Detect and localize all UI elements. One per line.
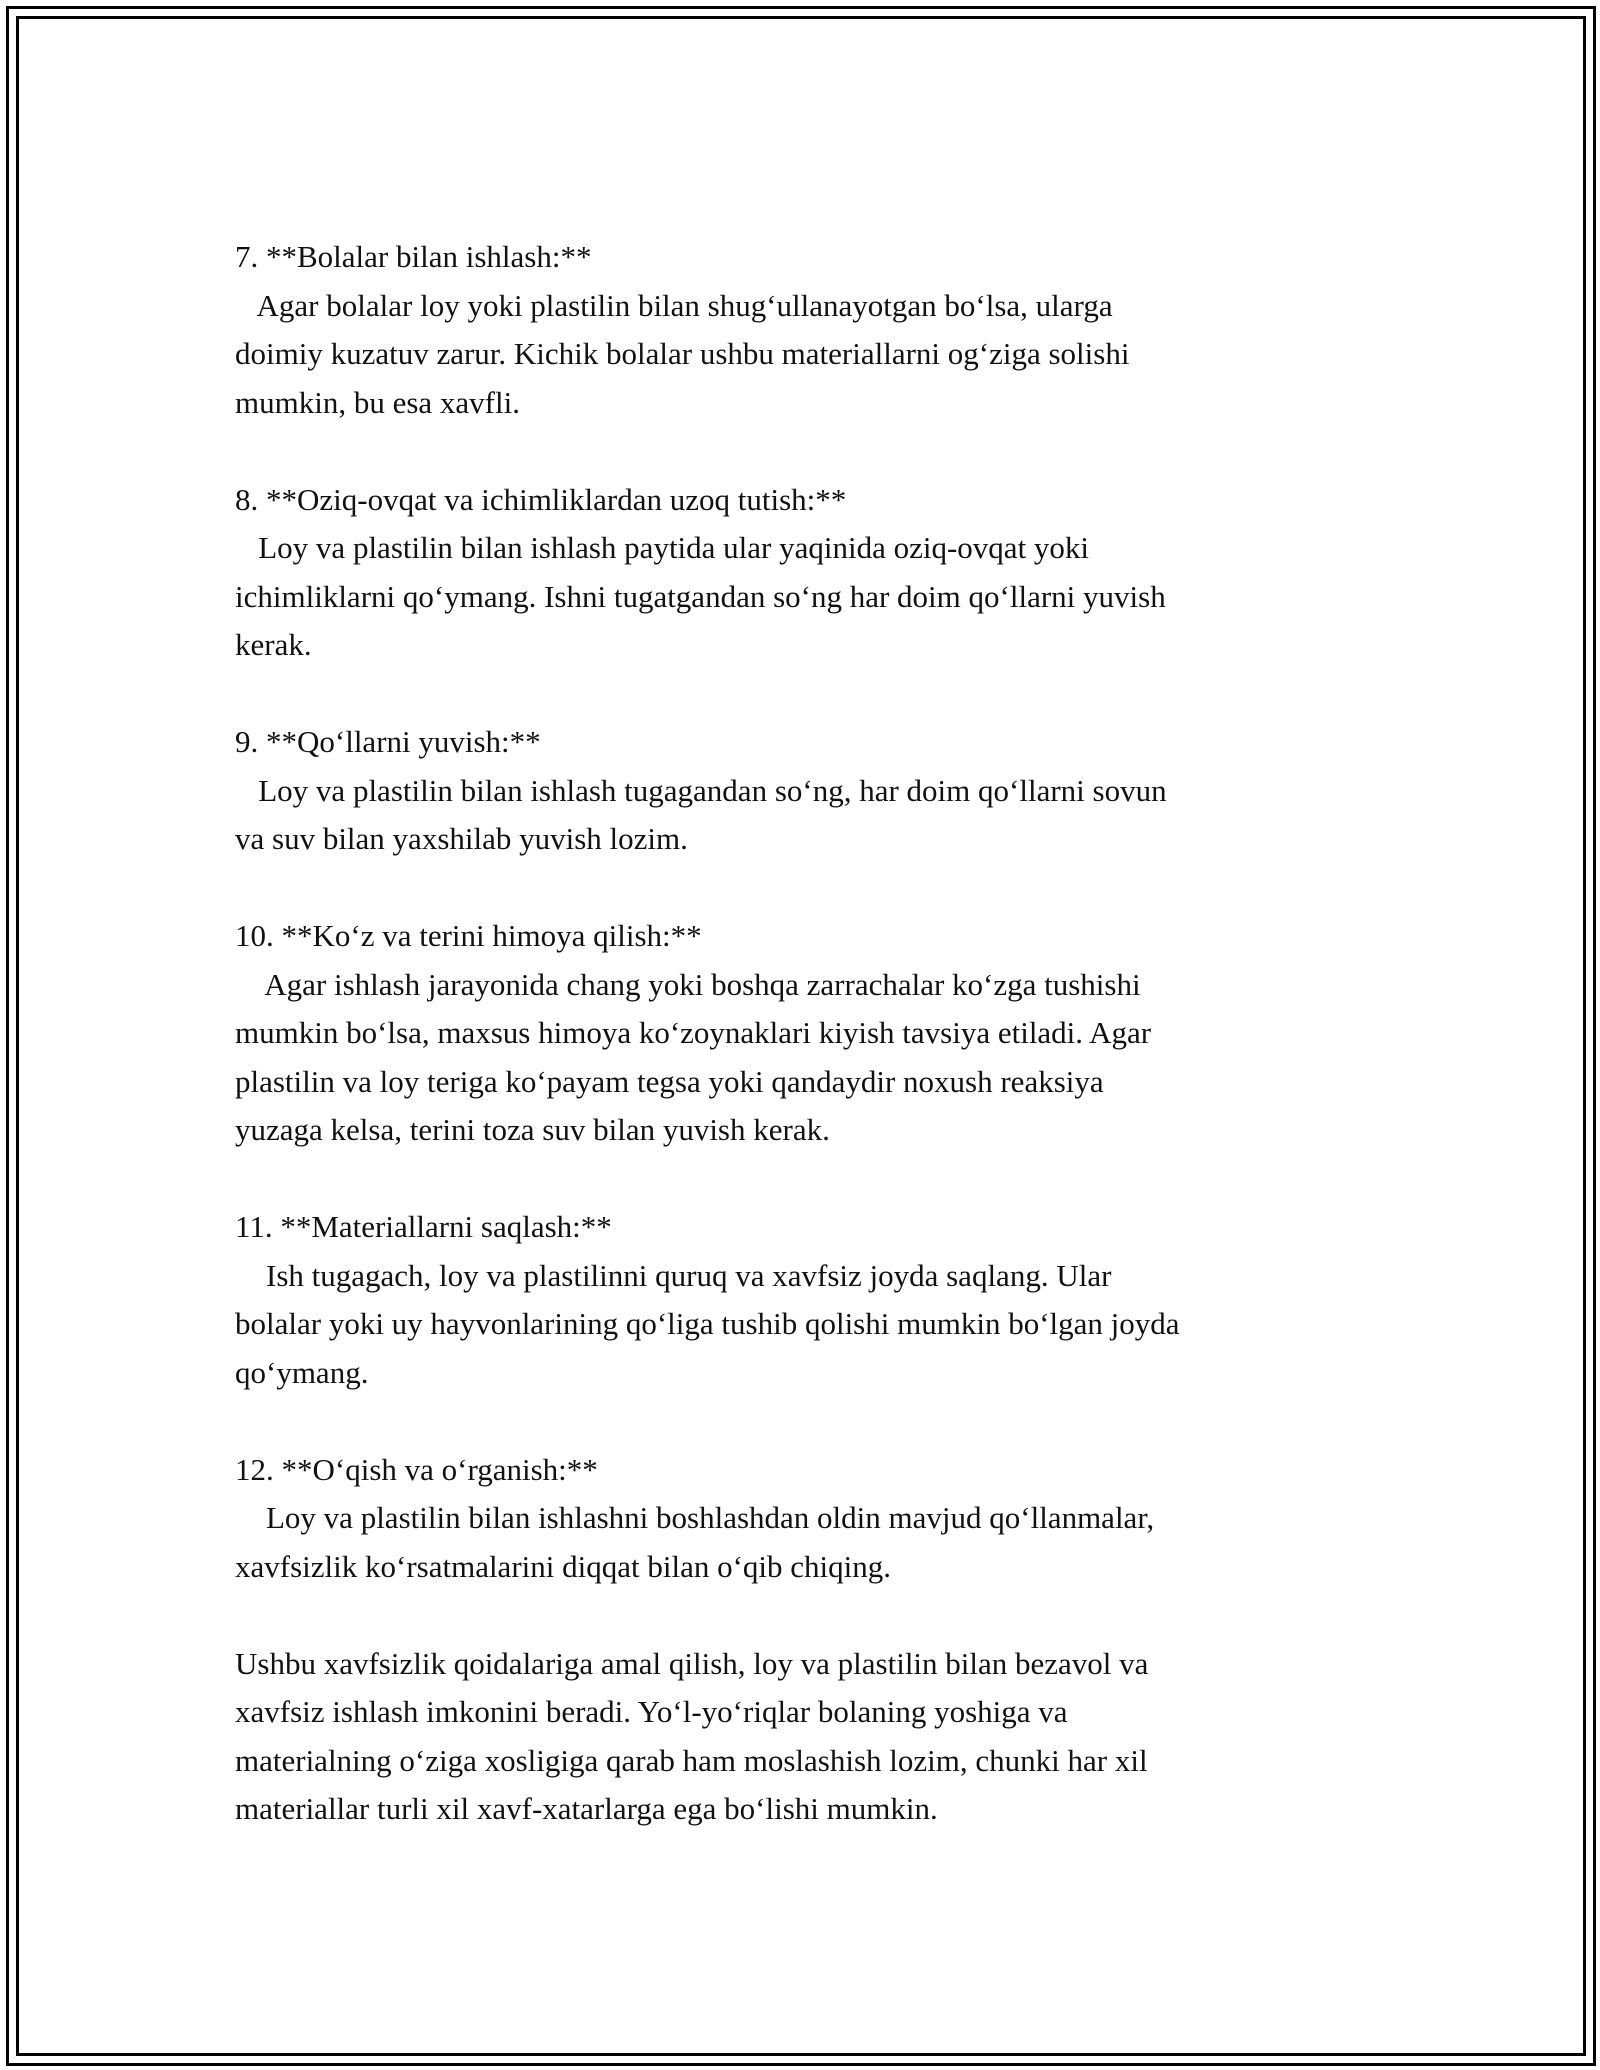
section-text-line: plastilin va loy teriga ko‘payam tegsa yoki qandaydir noxush reaksiya xyxy=(235,1063,1104,1099)
section-text-line: yuzaga kelsa, terini toza suv bilan yuvish kerak. xyxy=(235,1112,830,1147)
section-heading: 10. **Ko‘z va terini himoya qilish:** xyxy=(235,918,702,953)
section-heading: 12. **O‘qish va o‘rganish:** xyxy=(235,1451,598,1487)
conclusion-line: materiallar turli xil xavf-xatarlarga ega bo‘lishi mumkin. xyxy=(235,1791,938,1826)
section-text-line: xavfsizlik ko‘rsatmalarini diqqat bilan o‘qib chiqing. xyxy=(235,1548,892,1584)
section-heading: 11. **Materiallarni saqlash:** xyxy=(235,1209,612,1244)
section-text-line: kerak. xyxy=(235,627,312,662)
section-text-line: Loy va plastilin bilan ishlashni boshlashdan oldin mavjud qo‘llanmalar, xyxy=(235,1500,1155,1535)
section-12 xyxy=(235,1446,1365,1592)
section-8 xyxy=(235,476,1365,670)
section-text-line: bolalar yoki uy hayvonlarining qo‘liga tushib qolishi mumkin bo‘lgan joyda xyxy=(235,1306,1180,1341)
conclusion-line: Ushbu xavfsizlik qoidalariga amal qilish, loy va plastilin bilan bezavol va xyxy=(235,1645,1149,1681)
conclusion-paragraph xyxy=(235,1640,1365,1834)
section-text-line: ichimliklarni qo‘ymang. Ishni tugatgandan so‘ng har doim qo‘llarni yuvish xyxy=(235,578,1166,614)
section-text-line: va suv bilan yaxshilab yuvish lozim. xyxy=(235,821,688,856)
section-text-line: doimiy kuzatuv zarur. Kichik bolalar ushbu materiallarni og‘ziga solishi xyxy=(235,336,1130,371)
section-7 xyxy=(235,233,1365,427)
section-text-line: Loy va plastilin bilan ishlash paytida ular yaqinida oziq-ovqat yoki xyxy=(235,530,1090,565)
section-text-line: Ish tugagach, loy va plastilinni quruq va xavfsiz joyda saqlang. Ular xyxy=(235,1257,1112,1293)
section-text-line: Loy va plastilin bilan ishlash tugagandan so‘ng, har doim qo‘llarni sovun xyxy=(235,772,1167,808)
conclusion-line: materialning o‘ziga xosligiga qarab ham moslashish lozim, chunki har xil xyxy=(235,1742,1148,1778)
section-11 xyxy=(235,1203,1365,1397)
document-body xyxy=(235,233,1365,1882)
section-heading: 8. **Oziq-ovqat va ichimliklardan uzoq tutish:** xyxy=(235,481,847,517)
section-text-line: mumkin bo‘lsa, maxsus himoya ko‘zoynaklari kiyish tavsiya etiladi. Agar xyxy=(235,1015,1152,1050)
section-text-line: mumkin, bu esa xavfli. xyxy=(235,384,520,420)
section-9 xyxy=(235,718,1365,864)
section-heading: 9. **Qo‘llarni yuvish:** xyxy=(235,724,541,759)
section-heading: 7. **Bolalar bilan ishlash:** xyxy=(235,239,592,274)
section-text-line: Agar ishlash jarayonida chang yoki boshqa zarrachalar ko‘zga tushishi xyxy=(235,966,1141,1002)
section-10 xyxy=(235,912,1365,1155)
section-text-line: Agar bolalar loy yoki plastilin bilan shug‘ullanayotgan bo‘lsa, ularga xyxy=(235,287,1113,323)
conclusion-line: xavfsiz ishlash imkonini beradi. Yo‘l-yo‘riqlar bolaning yoshiga va xyxy=(235,1694,1068,1729)
section-text-line: qo‘ymang. xyxy=(235,1354,369,1390)
